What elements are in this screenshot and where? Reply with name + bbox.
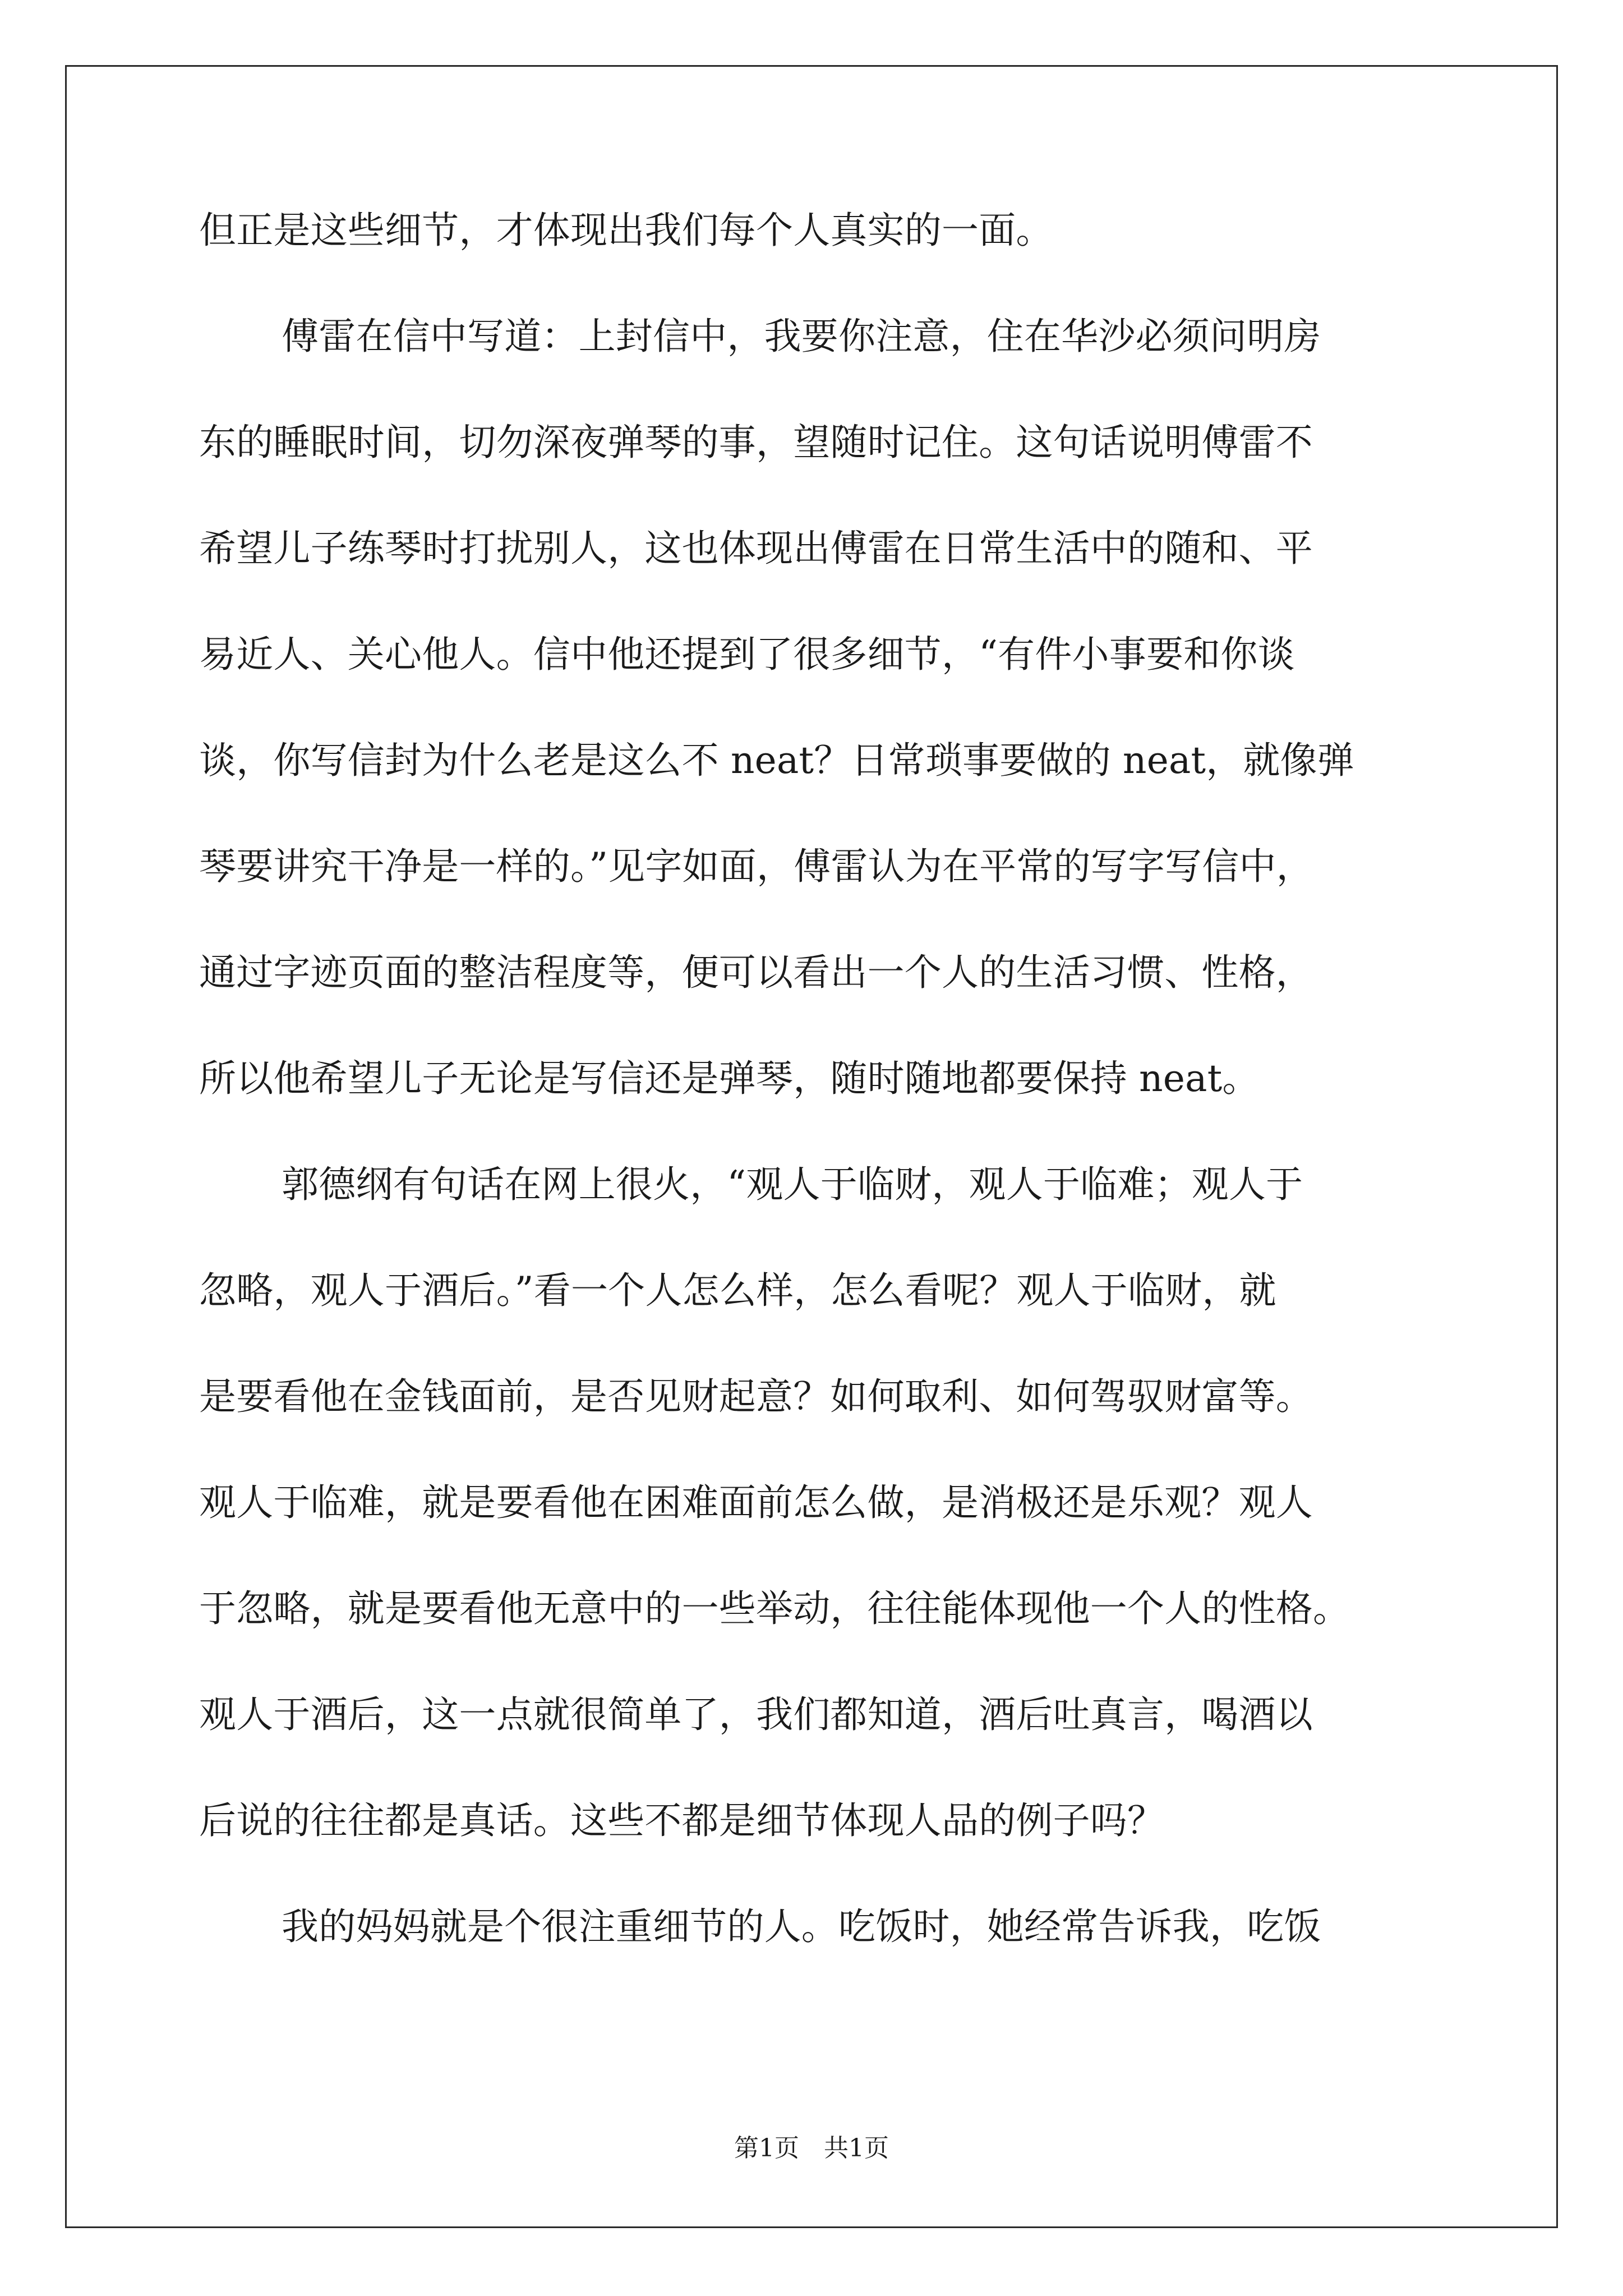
text-line: 后说的往往都是真话。这些不都是细节体现人品的例子吗？: [199, 1799, 1165, 1842]
text-line: 观人于酒后，这一点就很简单了，我们都知道，酒后吐真言，喝酒以: [199, 1693, 1313, 1736]
text-line: 我的妈妈就是个很注重细节的人。吃饭时，她经常告诉我，吃饭: [282, 1905, 1321, 1948]
text-line: 希望儿子练琴时打扰别人，这也体现出傅雷在日常生活中的随和、平: [199, 527, 1313, 570]
text-line: 所以他希望儿子无论是写信还是弹琴，随时随地都要保持 neat。: [199, 1057, 1260, 1100]
text-line: 易近人、关心他人。信中他还提到了很多细节，“有件小事要和你谈: [199, 633, 1295, 676]
text-line: 郭德纲有句话在网上很火，“观人于临财，观人于临难；观人于: [282, 1163, 1303, 1206]
text-line: 观人于临难，就是要看他在困难面前怎么做，是消极还是乐观？观人: [199, 1481, 1313, 1524]
text-line: 于忽略，就是要看他无意中的一些举动，往往能体现他一个人的性格。: [199, 1587, 1350, 1630]
text-line: 东的睡眠时间，切勿深夜弹琴的事，望随时记住。这句话说明傅雷不: [199, 421, 1313, 464]
text-line: 通过字迹页面的整洁程度等，便可以看出一个人的生活习惯、性格，: [199, 951, 1313, 994]
document-body: [199, 209, 1438, 2014]
text-line: 是要看他在金钱面前，是否见财起意？如何取利、如何驾驭财富等。: [199, 1375, 1313, 1418]
page-number-footer: 第1页 共1页: [734, 2134, 889, 2162]
text-line: 谈，你写信封为什么老是这么不 neat？日常琐事要做的 neat，就像弹: [199, 739, 1355, 782]
text-line: 傅雷在信中写道：上封信中，我要你注意，住在华沙必须问明房: [282, 315, 1321, 358]
text-line: 琴要讲究干净是一样的。”见字如面，傅雷认为在平常的写字写信中，: [199, 845, 1313, 888]
text-line: 但正是这些细节，才体现出我们每个人真实的一面。: [199, 209, 1053, 252]
text-line: 忽略，观人于酒后。”看一个人怎么样，怎么看呢？观人于临财，就: [199, 1269, 1276, 1312]
